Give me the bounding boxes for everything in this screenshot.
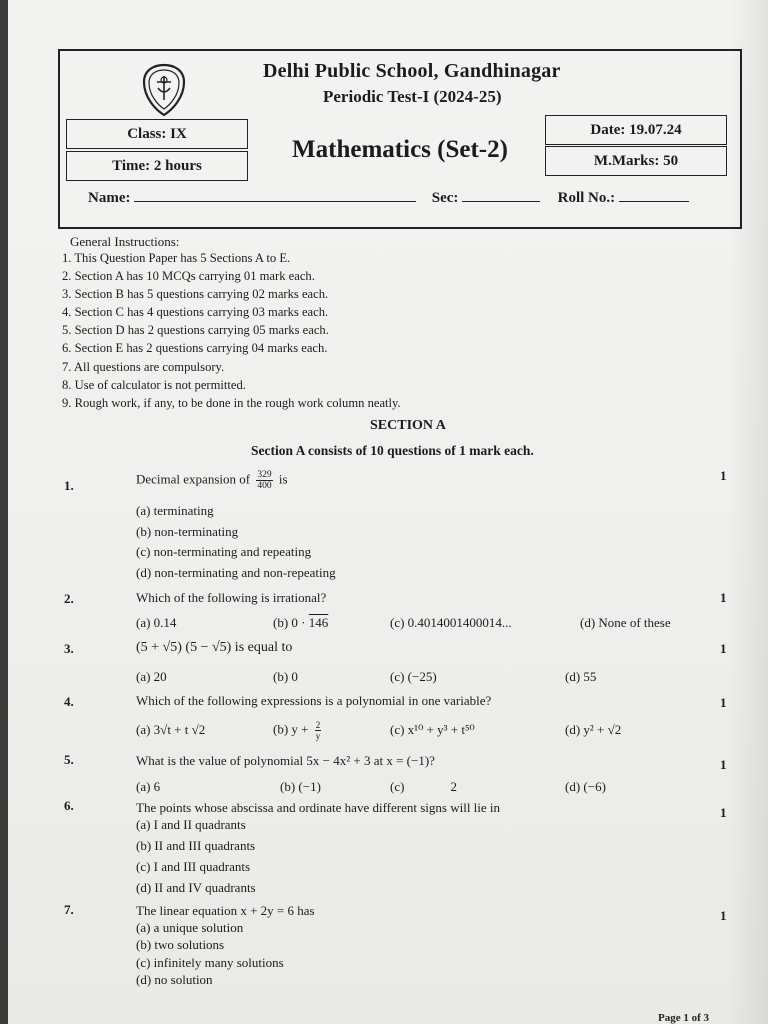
option: (d) II and IV quadrants [136,880,256,895]
question-text: What is the value of polynomial 5x − 4x² + 3 at x = (−1)? [136,753,435,768]
option: (d) 55 [565,669,597,684]
option: (d) (−6) [565,779,606,794]
section-subtitle: Section A consists of 10 questions of 1 mark each. [251,443,534,458]
question-number: 3. [64,641,74,656]
question-text: (5 + √5) (5 − √5) is equal to [136,640,293,655]
option: (a) a unique solution [136,920,244,935]
class-cell [66,119,248,149]
instruction-item: 8. Use of calculator is not permitted. [62,378,246,392]
option: (a) 0.14 [136,615,177,630]
question-marks: 1 [720,908,727,923]
roll-blank[interactable] [619,201,689,202]
option: (b) II and III quadrants [136,838,256,853]
instruction-item: 2. Section A has 10 MCQs carrying 01 mark each. [62,269,315,283]
question-marks: 1 [720,757,727,772]
fraction [315,720,322,741]
page-number: Page 1 of 3 [658,1012,710,1024]
option-part: 2 [450,779,457,794]
time-label: Time: 2 hours [112,157,202,174]
school-name: Delhi Public School, Gandhinagar [263,60,561,82]
question-text-part: is [278,471,288,487]
exam-paper [8,0,768,1024]
question-number: 2. [64,591,74,606]
school-crest-icon [140,62,188,118]
option: (d) y² + √2 [565,722,622,737]
question-text: Which of the following expressions is a polynomial in one variable? [136,693,492,708]
instruction-item: 6. Section E has 2 questions carrying 04 marks each. [62,341,328,355]
option: (c) I and III quadrants [136,859,251,874]
option: (c) x¹⁰ + y³ + t⁵⁰ [390,722,475,737]
instruction-item: 5. Section D has 2 questions carrying 05 marks each. [62,323,329,337]
option [273,615,328,631]
question-number: 7. [64,902,74,917]
date-cell [545,115,727,145]
option: (a) I and II quadrants [136,817,246,832]
question-text: Which of the following is irrational? [136,590,327,605]
fraction-denominator: y [315,731,321,741]
subject-title: Mathematics (Set-2) [292,136,508,163]
question-number: 5. [64,752,74,767]
question-number: 4. [64,694,74,709]
option: (c) non-terminating and repeating [136,544,312,559]
instruction-item: 7. All questions are compulsory. [62,360,225,374]
instructions-heading: General Instructions: [70,234,180,249]
question-text: The points whose abscissa and ordinate have different signs will lie in [136,800,501,815]
option: (b) two solutions [136,937,225,952]
option: (c) (−25) [390,669,437,684]
marks-label: M.Marks: 50 [593,152,679,169]
name-label: Name: [88,190,131,206]
sec-blank[interactable] [462,201,540,202]
question-marks: 1 [720,695,727,710]
roll-label: Roll No.: [557,190,616,206]
option [273,720,324,741]
page-shadow [728,0,768,1024]
name-blank[interactable] [134,201,416,202]
option: (c) infinitely many solutions [136,955,284,970]
option: (d) non-terminating and non-repeating [136,565,336,580]
question-text [136,470,288,491]
option-part: (c) [390,779,405,794]
option-part: (b) y + [273,721,312,737]
sec-label: Sec: [431,190,459,206]
option-part: (b) 0 · [273,615,309,630]
question-text-part: Decimal expansion of [136,471,251,487]
option: (a) 20 [136,669,167,684]
fraction-numerator: 2 [315,720,321,730]
time-cell [66,151,248,181]
option: (a) 6 [136,779,161,794]
option: (d) None of these [580,615,671,630]
question-text: The linear equation x + 2y = 6 has [136,903,315,918]
question-number: 6. [64,798,74,813]
date-label: Date: 19.07.24 [590,121,682,138]
class-label: Class: IX [127,125,187,142]
instruction-item: 1. This Question Paper has 5 Sections A to E. [62,251,291,265]
question-marks: 1 [720,641,727,656]
instruction-item: 3. Section B has 5 questions carrying 02 marks each. [62,287,329,301]
option: (d) no solution [136,972,213,987]
test-name: Periodic Test-I (2024-25) [323,87,502,106]
option: (c) 0.4014001400014... [390,615,512,630]
section-title: SECTION A [370,418,446,433]
option [390,779,457,795]
question-marks: 1 [720,468,727,483]
instruction-item: 9. Rough work, if any, to be done in the rough work column neatly. [62,396,401,410]
recurring-digits: 146 [308,615,329,630]
option: (a) terminating [136,503,214,518]
question-marks: 1 [720,590,727,605]
fraction-denominator: 400 [257,481,272,491]
question-number: 1. [64,478,74,493]
option: (b) (−1) [280,779,321,794]
option: (a) 3√t + t √2 [136,722,206,737]
instruction-item: 4. Section C has 4 questions carrying 03 marks each. [62,305,329,319]
option: (b) 0 [273,669,298,684]
name-row [88,190,689,207]
marks-cell [545,146,727,176]
fraction-numerator: 329 [257,470,272,480]
question-marks: 1 [720,805,727,820]
option: (b) non-terminating [136,524,239,539]
fraction [256,470,272,491]
